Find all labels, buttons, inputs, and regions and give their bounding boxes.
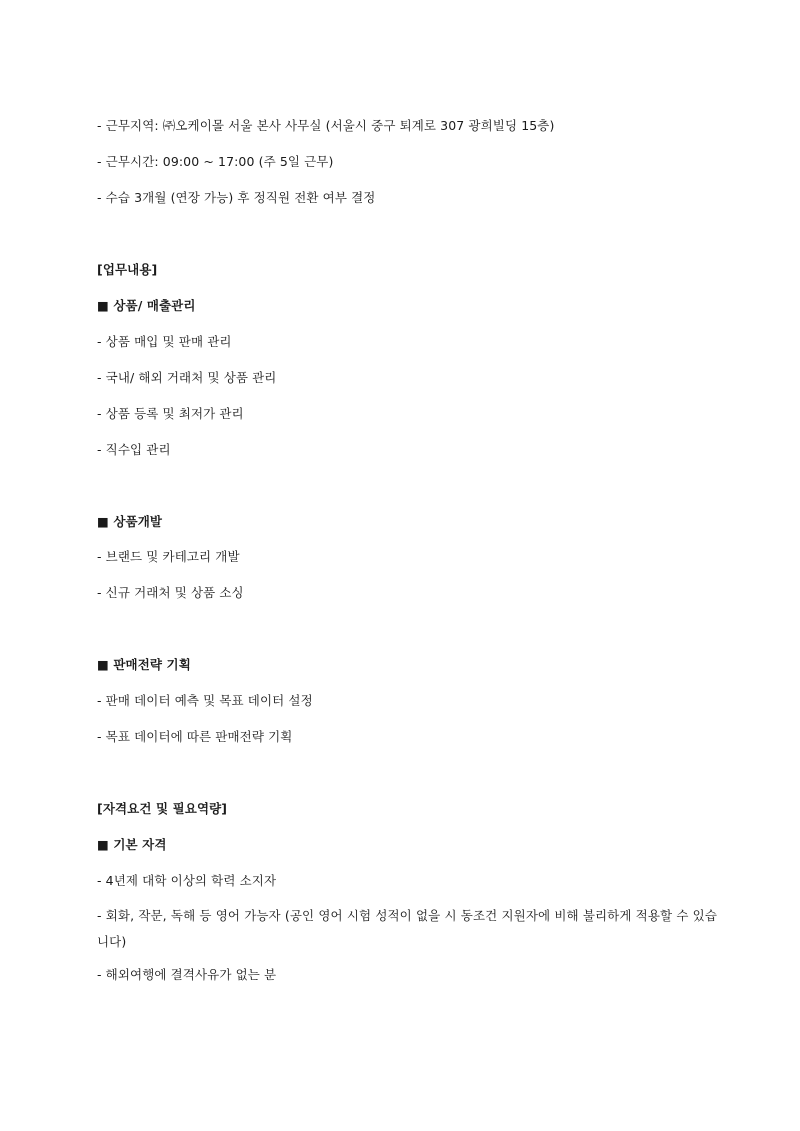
list-item: - 해외여행에 결격사유가 없는 분 xyxy=(97,967,277,982)
requirements-title: [자격요건 및 필요역량] xyxy=(97,801,228,816)
list-item: - 4년제 대학 이상의 학력 소지자 xyxy=(97,873,277,888)
work-hours: - 근무시간: 09:00 ~ 17:00 (주 5일 근무) xyxy=(97,154,334,169)
list-item: - 판매 데이터 예측 및 목표 데이터 설정 xyxy=(97,693,313,708)
list-item: - 직수입 관리 xyxy=(97,442,171,457)
sales-management-heading: ■ 상품/ 매출관리 xyxy=(97,298,196,313)
list-item: - 회화, 작문, 독해 등 영어 가능자 (공인 영어 시험 성적이 없을 시 동조건 지원자에 비해 불리하게 적용할 수 있습니다) xyxy=(97,908,717,949)
list-item: - 국내/ 해외 거래처 및 상품 관리 xyxy=(97,370,277,385)
duties-title: [업무내용] xyxy=(97,262,158,277)
list-item: - 브랜드 및 카테고리 개발 xyxy=(97,549,240,564)
list-item: - 신규 거래처 및 상품 소싱 xyxy=(97,585,244,600)
work-location: - 근무지역: ㈜오케이몰 서울 본사 사무실 (서울시 중구 퇴계로 307 광희빌딩 15층) xyxy=(97,118,555,133)
list-item: - 상품 매입 및 판매 관리 xyxy=(97,334,232,349)
basic-qualifications-heading: ■ 기본 자격 xyxy=(97,837,167,852)
list-item: - 목표 데이터에 따른 판매전략 기획 xyxy=(97,729,293,744)
sales-strategy-heading: ■ 판매전략 기획 xyxy=(97,657,191,672)
list-item: - 상품 등록 및 최저가 관리 xyxy=(97,406,244,421)
probation-period: - 수습 3개월 (연장 가능) 후 정직원 전환 여부 결정 xyxy=(97,190,376,205)
product-development-heading: ■ 상품개발 xyxy=(97,514,163,529)
